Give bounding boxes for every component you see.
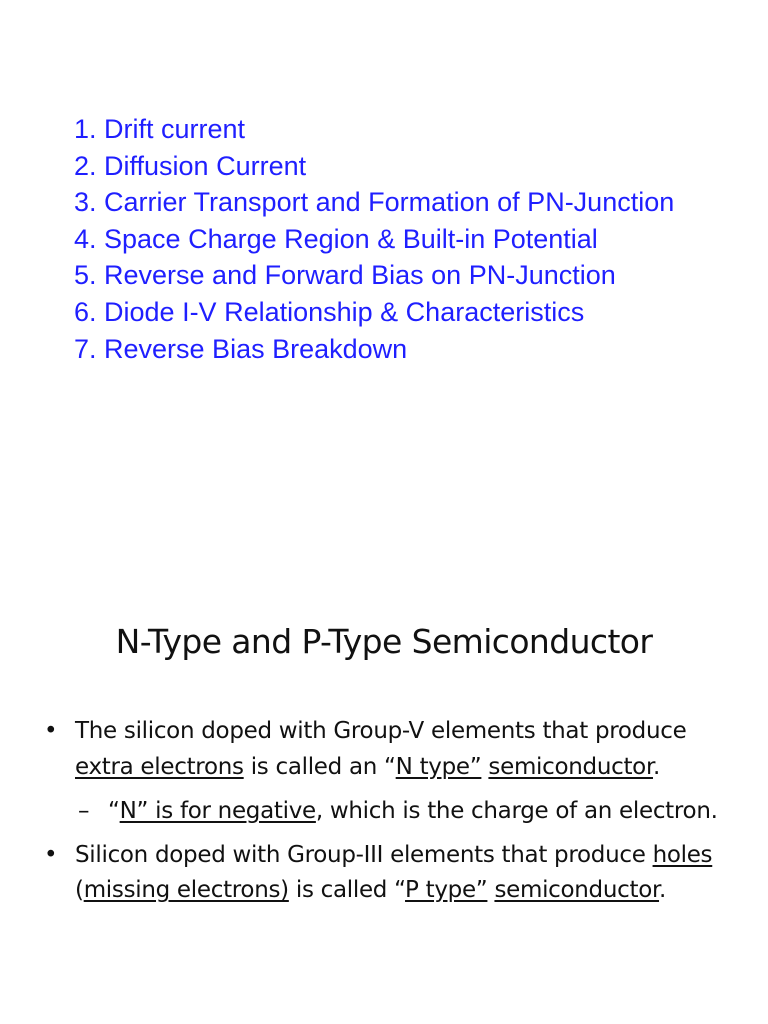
bullet-text: is called an “ [243,753,396,780]
topic-item: 5. Reverse and Forward Bias on PN-Junction [74,260,616,291]
sub-bullet-marker: – [78,798,90,824]
sub-bullet-n-negative [0,794,768,830]
bullet-marker: • [44,841,58,868]
underlined-text: extra electrons [75,753,244,780]
underlined-text: P type” [405,877,488,903]
underlined-text: N type” [395,753,482,780]
bullet-list [0,714,768,909]
topic-item: 7. Reverse Bias Breakdown [74,333,408,364]
bullet-text: The silicon doped with Group-V elements that produce [75,718,687,744]
bullet-text: . [659,877,667,903]
slide-title: N-Type and P-Type Semiconductor [115,622,653,661]
underlined-text: semiconductor [494,877,660,903]
slide-semiconductor [0,560,768,1024]
topic-item: 2. Diffusion Current [74,150,307,181]
underlined-text: holes [652,841,713,868]
topic-item: 6. Diode I-V Relationship & Characteristics [74,296,585,327]
bullet-n-type [0,714,768,785]
underlined-text: N” is for negative [119,798,316,824]
topic-list [74,111,674,367]
bullet-text: ( [75,877,84,903]
topic-item: 4. Space Charge Region & Built-in Potential [74,223,598,254]
topic-item: 1. Drift current [74,114,246,144]
underlined-text: semiconductor [488,753,653,780]
bullet-text: is called “ [288,877,406,903]
bullet-text: Silicon doped with Group-III elements that produce [75,841,653,868]
bullet-text: . [653,753,661,780]
bullet-text: “ [108,798,120,824]
bullet-p-type [0,838,768,909]
underlined-text: missing electrons) [83,877,289,903]
topic-item: 3. Carrier Transport and Formation of PN-Junction [74,187,675,218]
bullet-text: , which is the charge of an electron. [315,798,718,824]
bullet-marker: • [44,718,58,744]
